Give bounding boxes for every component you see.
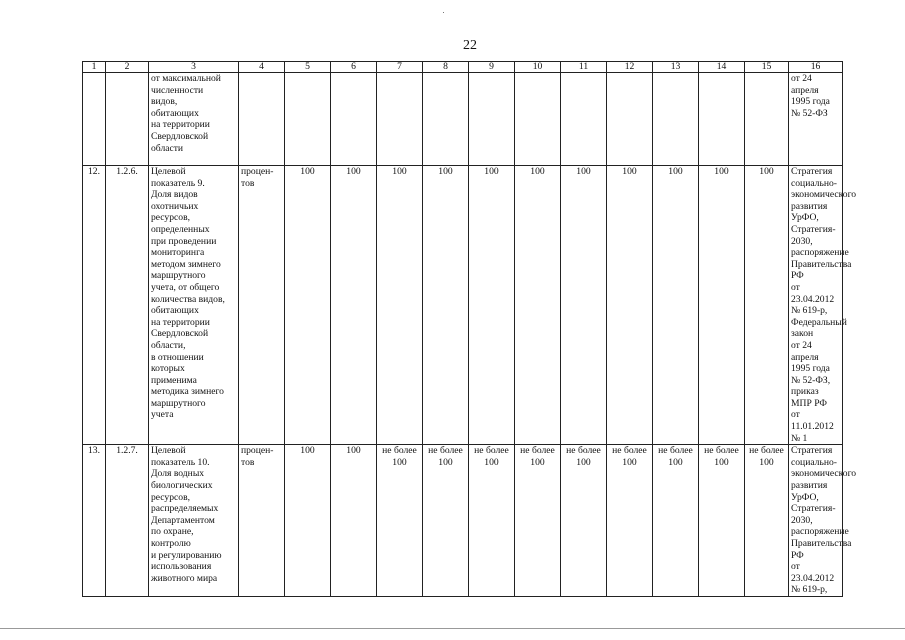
column-number: 14 [699, 62, 745, 73]
year-value: не более 100 [515, 445, 561, 597]
year-value: не более 100 [653, 445, 699, 597]
column-number: 7 [377, 62, 423, 73]
column-number: 4 [239, 62, 285, 73]
column-number: 10 [515, 62, 561, 73]
year-value: 100 [377, 166, 423, 445]
indicators-table [82, 61, 857, 597]
year-value: 100 [469, 166, 515, 445]
table-row [83, 445, 843, 597]
year-value [699, 73, 745, 166]
indicator-name: Целевой показатель 9. Доля видов охотничьих ресурсов, определенных при проведении мониторинга методом зимнего маршрутного учета, от общего количества видов, обитающих на территории Свердловской области, в отношении которых применима методика зимнего маршрутного учета [149, 166, 239, 445]
row-code: 1.2.7. [106, 445, 149, 597]
year-value: 100 [607, 166, 653, 445]
year-value [331, 73, 377, 166]
year-value: не более 100 [607, 445, 653, 597]
column-number: 1 [83, 62, 106, 73]
row-number: 13. [83, 445, 106, 597]
year-value [285, 73, 331, 166]
year-value [515, 73, 561, 166]
year-value: 100 [285, 445, 331, 597]
year-value: 100 [331, 445, 377, 597]
scan-artifact [443, 12, 444, 13]
year-value [469, 73, 515, 166]
year-value: 100 [561, 166, 607, 445]
column-number: 6 [331, 62, 377, 73]
table-row [83, 166, 843, 445]
year-value: не более 100 [377, 445, 423, 597]
page-bottom-rule [0, 628, 905, 629]
year-value: 100 [653, 166, 699, 445]
unit: процен- тов [239, 166, 285, 445]
year-value: 100 [745, 166, 789, 445]
column-number: 2 [106, 62, 149, 73]
year-value: не более 100 [423, 445, 469, 597]
row-number: 12. [83, 166, 106, 445]
row-code [106, 73, 149, 166]
year-value [377, 73, 423, 166]
page-number: 22 [463, 38, 477, 53]
column-number: 12 [607, 62, 653, 73]
year-value [607, 73, 653, 166]
year-value [745, 73, 789, 166]
year-value: 100 [515, 166, 561, 445]
unit [239, 73, 285, 166]
table-header-row [83, 62, 843, 73]
column-number: 3 [149, 62, 239, 73]
indicator-name: Целевой показатель 10. Доля водных биологических ресурсов, распределяемых Департаментом по охране, контролю и регулированию использования животного мира [149, 445, 239, 597]
row-number [83, 73, 106, 166]
year-value: 100 [285, 166, 331, 445]
column-number: 13 [653, 62, 699, 73]
row-code: 1.2.6. [106, 166, 149, 445]
column-number: 8 [423, 62, 469, 73]
year-value: не более 100 [469, 445, 515, 597]
column-number: 11 [561, 62, 607, 73]
year-value: 100 [423, 166, 469, 445]
legal-basis: Стратегия социально- экономического развития УрФО, Стратегия- 2030, распоряжение Правительства РФ от 23.04.2012 № 619-р, Федеральный закон от 24 апреля 1995 года № 52-ФЗ, приказ МПР РФ от 11.01.2012 № 1 [789, 166, 843, 445]
year-value [561, 73, 607, 166]
column-number: 15 [745, 62, 789, 73]
year-value: 100 [331, 166, 377, 445]
legal-basis: Стратегия социально- экономического развития УрФО, Стратегия- 2030, распоряжение Правительства РФ от 23.04.2012 № 619-р, [789, 445, 843, 597]
table-row [83, 73, 843, 166]
year-value: не более 100 [745, 445, 789, 597]
year-value: 100 [699, 166, 745, 445]
indicator-name: от максимальной численности видов, обитающих на территории Свердловской области [149, 73, 239, 166]
year-value: не более 100 [699, 445, 745, 597]
year-value [423, 73, 469, 166]
year-value: не более 100 [561, 445, 607, 597]
column-number: 9 [469, 62, 515, 73]
legal-basis: от 24 апреля 1995 года № 52-ФЗ [789, 73, 843, 166]
column-number: 16 [789, 62, 843, 73]
column-number: 5 [285, 62, 331, 73]
year-value [653, 73, 699, 166]
unit: процен- тов [239, 445, 285, 597]
